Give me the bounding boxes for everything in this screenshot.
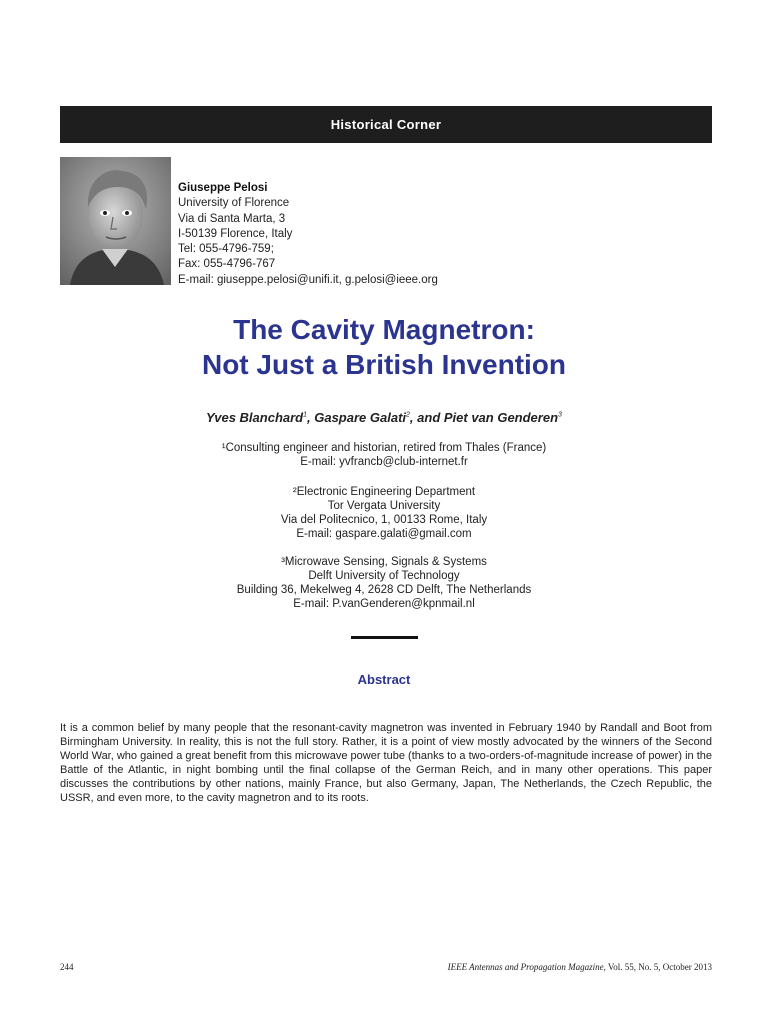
portrait-image xyxy=(60,157,171,285)
page-number: 244 xyxy=(60,962,74,972)
editor-line: Tel: 055-4796-759; xyxy=(178,243,274,256)
author-superscript: 1 xyxy=(303,411,308,419)
affiliation-line: ¹Consulting engineer and historian, retired from Thales (France) xyxy=(221,442,547,454)
article-title xyxy=(0,312,768,382)
abstract-text: It is a common belief by many people that the resonant-cavity magnetron was invented in February 1940 by Randall and Boot from Birmingham University. In reality, this is not the full story. Rather, it is a point of view mostly advocated by the winners of the Second World War, who gained a great benefit from this microwave power tube (thanks to a two-orders-of-magnitude increase of power) in the Battle of the Atlantic, in night bombing until the final collapse of the German Reich, and in many other operations. This paper discusses the contributions by other nations, mainly France, but also Germany, Japan, The Netherlands, the Czech Republic, the USSR, and even more, to the cavity magnetron and to its roots. xyxy=(60,722,712,805)
author-superscript: 3 xyxy=(558,411,562,419)
editor-line: University of Florence xyxy=(178,197,290,210)
article-title-line1: The Cavity Magnetron: xyxy=(233,314,535,345)
editor-name: Giuseppe Pelosi xyxy=(178,182,268,194)
editor-line: Fax: 055-4796-767 xyxy=(178,258,276,271)
affiliation-email: E-mail: P.vanGenderen@kpnmail.nl xyxy=(293,598,475,610)
author-name: , Gaspare Galati xyxy=(307,410,407,425)
affiliation-email: E-mail: yvfrancb@club-internet.fr xyxy=(300,456,468,468)
author-name: Yves Blanchard xyxy=(206,410,304,425)
affiliation-email: E-mail: gaspare.galati@gmail.com xyxy=(296,528,472,540)
section-divider xyxy=(351,636,418,639)
affiliation-3 xyxy=(0,555,768,611)
author-name: , and Piet van Genderen xyxy=(409,410,559,425)
affiliation-line: ³Microwave Sensing, Signals & Systems xyxy=(281,556,487,568)
editor-line: I-50139 Florence, Italy xyxy=(178,227,293,240)
editor-photo xyxy=(60,157,171,285)
article-title-line2: Not Just a British Invention xyxy=(201,349,567,380)
affiliation-line: Tor Vergata University xyxy=(327,500,441,512)
affiliation-2 xyxy=(0,485,768,541)
editor-line: Via di Santa Marta, 3 xyxy=(178,212,286,225)
journal-citation xyxy=(448,962,712,972)
affiliation-line: ²Electronic Engineering Department xyxy=(292,486,476,498)
journal-issue: Vol. 55, No. 5, October 2013 xyxy=(605,962,712,972)
affiliation-line: Delft University of Technology xyxy=(308,570,460,582)
section-banner xyxy=(60,106,712,143)
editor-line: E-mail: giuseppe.pelosi@unifi.it, g.pelosi@ieee.org xyxy=(178,273,438,286)
abstract-heading: Abstract xyxy=(357,672,411,687)
author-superscript: 2 xyxy=(406,411,410,419)
section-banner-label: Historical Corner xyxy=(330,117,442,132)
journal-name: IEEE Antennas and Propagation Magazine, xyxy=(447,962,606,972)
affiliation-1 xyxy=(0,441,768,469)
author-list xyxy=(0,410,768,425)
affiliation-line: Via del Politecnico, 1, 00133 Rome, Italy xyxy=(280,514,488,526)
editor-contact-block xyxy=(178,181,438,288)
affiliation-line: Building 36, Mekelweg 4, 2628 CD Delft, The Netherlands xyxy=(236,584,532,596)
